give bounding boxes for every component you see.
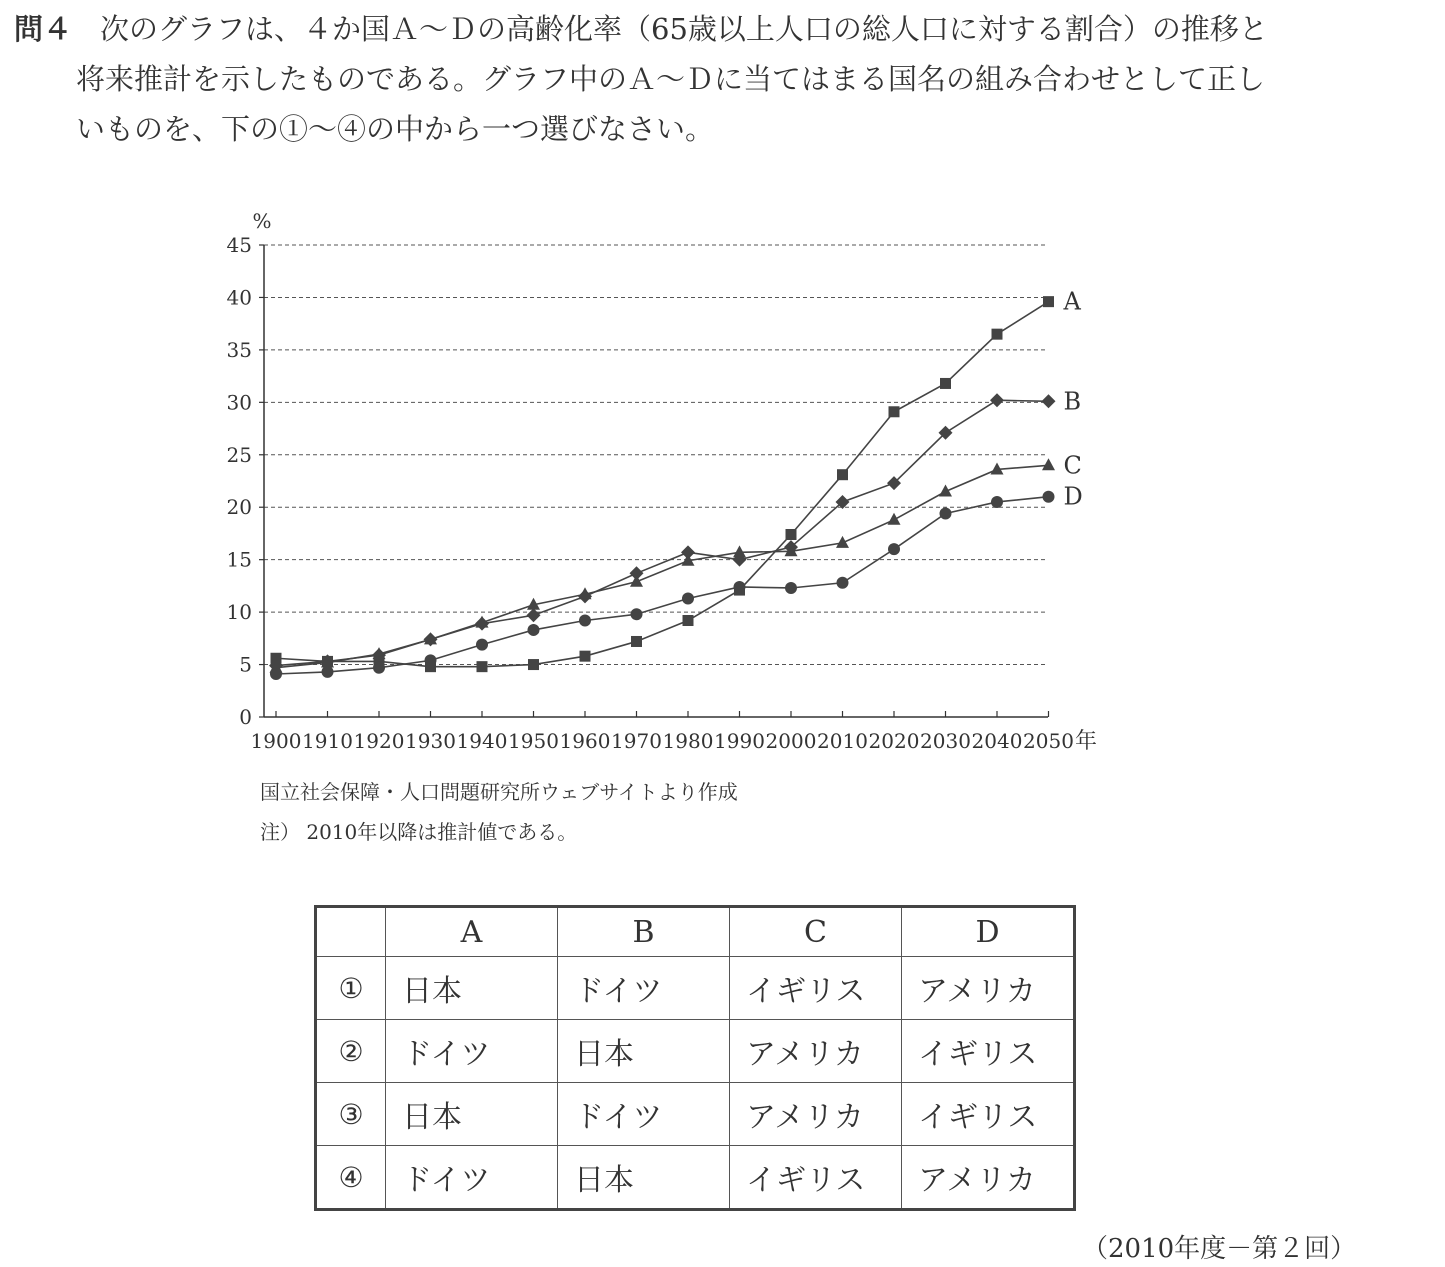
data-point-a (889, 406, 900, 417)
data-point-a (786, 529, 797, 540)
data-point-c (939, 484, 952, 496)
x-tick-label: 1960 (559, 729, 611, 753)
series-label-b: B (1063, 387, 1082, 416)
data-point-c (733, 545, 746, 557)
series-label-a: A (1063, 287, 1081, 316)
column-header-c: C (730, 907, 902, 957)
data-point-d (270, 668, 282, 680)
y-tick-label: 30 (226, 390, 252, 415)
option-number: ③ (316, 1083, 386, 1146)
option-cell: ドイツ (386, 1146, 558, 1210)
option-cell: イギリス (902, 1020, 1075, 1083)
x-tick-label: 1900 (250, 729, 302, 753)
exam-footer: （2010年度－第２回） (1082, 1234, 1357, 1264)
data-point-d (888, 543, 900, 555)
data-point-a (940, 378, 951, 389)
y-tick-label: 40 (226, 285, 252, 310)
y-tick-label: 25 (226, 442, 252, 467)
y-axis-unit: % (252, 209, 272, 233)
x-axis-unit: 年 (1074, 729, 1098, 754)
data-point-d (785, 582, 797, 594)
x-tick-label: 1990 (714, 729, 765, 753)
x-tick-label: 2050 (1023, 729, 1074, 753)
data-point-d (682, 592, 694, 604)
question-number: 問４ (14, 12, 73, 46)
x-tick-label: 1940 (456, 729, 508, 753)
series-line-c (276, 465, 1049, 667)
data-point-d (528, 624, 540, 636)
chart-note: 注） 2010年以降は推計値である。 (260, 820, 578, 844)
series-line-d (276, 497, 1049, 674)
option-cell: イギリス (902, 1083, 1075, 1146)
option-cell: アメリカ (730, 1020, 902, 1083)
x-tick-label: 2010 (817, 729, 868, 753)
data-point-a (992, 329, 1003, 340)
table-header-row (316, 907, 1075, 957)
option-cell: ドイツ (386, 1020, 558, 1083)
data-point-c (836, 536, 849, 548)
y-tick-label: 20 (226, 495, 252, 520)
data-point-b (527, 608, 541, 622)
y-tick-label: 0 (239, 705, 252, 729)
option-cell: 日本 (386, 1083, 558, 1146)
table-corner (316, 907, 386, 957)
table-row[interactable] (316, 957, 1075, 1020)
series-line-b (276, 400, 1049, 665)
column-header-a: A (386, 907, 558, 957)
option-cell: イギリス (730, 1146, 902, 1210)
data-point-d (579, 615, 591, 627)
data-point-a (528, 659, 539, 670)
data-point-a (477, 661, 488, 672)
option-cell: イギリス (730, 957, 902, 1020)
option-cell: 日本 (558, 1146, 730, 1210)
x-tick-label: 1910 (302, 729, 353, 753)
data-point-b (1042, 394, 1056, 408)
data-point-a (631, 636, 642, 647)
data-point-d (940, 508, 952, 520)
data-point-d (425, 654, 437, 666)
x-tick-label: 2030 (920, 729, 971, 753)
y-tick-label: 45 (226, 233, 252, 257)
question-line-1-text: 次のグラフは、４か国Ａ～Ｄの高齢化率（65歳以上人口の総人口に対する割合）の推移と (100, 12, 1268, 46)
data-point-d (734, 581, 746, 593)
chart-source: 国立社会保障・人口問題研究所ウェブサイトより作成 (260, 780, 738, 804)
y-tick-label: 35 (226, 337, 252, 362)
table-row[interactable] (316, 1083, 1075, 1146)
option-number: ① (316, 957, 386, 1020)
table-row[interactable] (316, 1146, 1075, 1210)
option-number: ② (316, 1020, 386, 1083)
data-point-b (990, 393, 1004, 407)
answer-options-table (314, 905, 1076, 1211)
option-cell: ドイツ (558, 957, 730, 1020)
data-point-d (837, 577, 849, 589)
x-tick-label: 2020 (868, 729, 920, 753)
question-line-2: 将来推計を示したものである。グラフ中のＡ～Ｄに当てはまる国名の組み合わせとして正し (76, 62, 1266, 96)
data-point-c (1042, 458, 1055, 470)
option-cell: 日本 (558, 1020, 730, 1083)
data-point-d (476, 639, 488, 651)
x-tick-label: 2040 (971, 729, 1023, 753)
x-tick-label: 1920 (353, 729, 405, 753)
y-tick-label: 15 (226, 547, 252, 572)
table-row[interactable] (316, 1020, 1075, 1083)
y-tick-label: 5 (239, 652, 252, 677)
data-point-a (1043, 296, 1054, 307)
data-point-d (631, 608, 643, 620)
data-point-c (888, 513, 901, 525)
x-tick-label: 2000 (765, 729, 817, 753)
option-cell: 日本 (386, 957, 558, 1020)
data-point-d (373, 662, 385, 674)
y-tick-label: 10 (226, 600, 252, 625)
x-tick-label: 1980 (662, 729, 714, 753)
question-line-3: いものを、下の①～④の中から一つ選びなさい。 (76, 112, 715, 146)
option-cell: アメリカ (902, 1146, 1075, 1210)
option-number: ④ (316, 1146, 386, 1210)
x-tick-label: 1930 (405, 729, 456, 753)
data-point-d (1043, 491, 1055, 503)
series-label-c: C (1063, 451, 1082, 480)
option-cell: ドイツ (558, 1083, 730, 1146)
x-tick-label: 1970 (611, 729, 662, 753)
data-point-d (322, 666, 334, 678)
data-point-a (683, 615, 694, 626)
data-point-a (580, 651, 591, 662)
option-cell: アメリカ (730, 1083, 902, 1146)
data-point-d (991, 496, 1003, 508)
data-point-a (837, 469, 848, 480)
column-header-d: D (902, 907, 1075, 957)
column-header-b: B (558, 907, 730, 957)
option-cell: アメリカ (902, 957, 1075, 1020)
x-tick-label: 1950 (508, 729, 559, 753)
series-label-d: D (1063, 482, 1083, 511)
